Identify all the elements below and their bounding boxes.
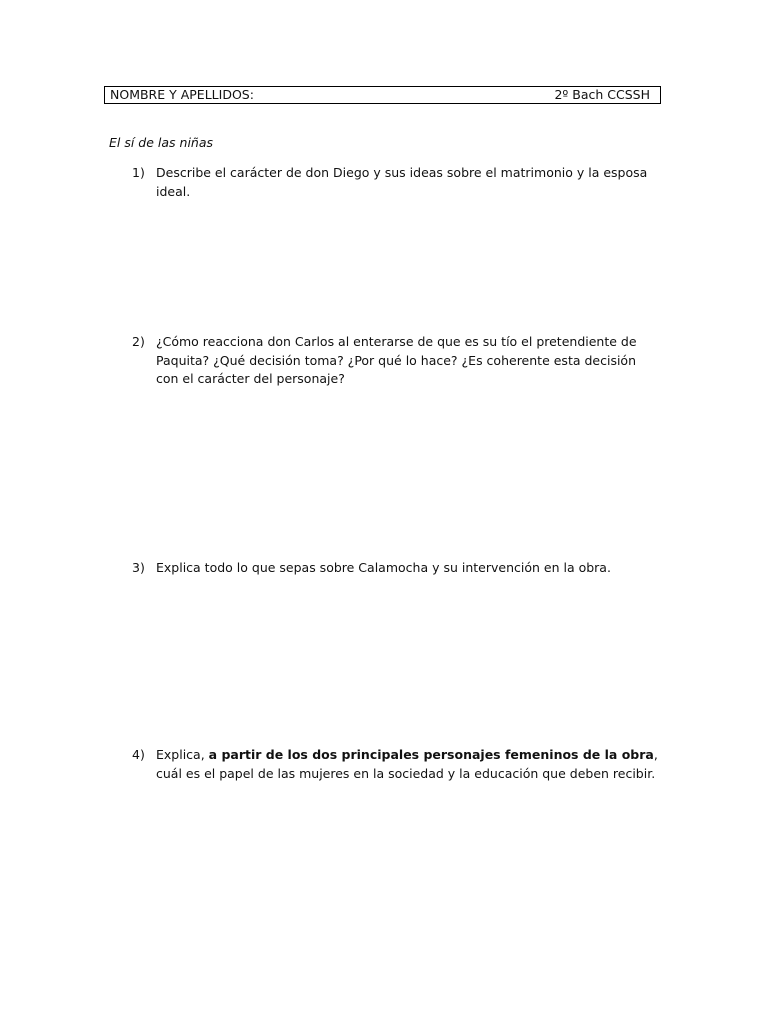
question-text: [156, 746, 662, 783]
question-text-intro: Explica,: [156, 747, 209, 762]
question-number: 4): [132, 747, 145, 762]
question-number: 3): [132, 560, 145, 575]
name-header-box: [104, 86, 661, 104]
question-number: 2): [132, 334, 145, 349]
question-text: Explica todo lo que sepas sobre Calamocha y su intervención en la obra.: [156, 560, 611, 575]
question-4: [132, 746, 662, 783]
question-number: 1): [132, 165, 145, 180]
question-3: [132, 559, 662, 578]
question-text: Describe el carácter de don Diego y sus ideas sobre el matrimonio y la esposa ideal.: [156, 165, 648, 199]
question-text-emphasis: a partir de los dos principales personajes femeninos de la obra: [208, 747, 654, 762]
question-1: [132, 164, 662, 201]
question-text-rest: , cuál es el papel de las mujeres en la sociedad y la educación que deben recibir.: [156, 747, 658, 781]
course-label: 2º Bach CCSSH: [554, 87, 650, 102]
worksheet-subtitle: El sí de las niñas: [109, 135, 214, 150]
question-text: ¿Cómo reacciona don Carlos al enterarse de que es su tío el pretendiente de Paquita? ¿Qué decisión toma? ¿Por qué lo hace? ¿Es coherente esta decisión con el carácter del personaje?: [156, 334, 637, 386]
name-label: NOMBRE Y APELLIDOS:: [110, 87, 254, 102]
question-2: [132, 333, 662, 389]
